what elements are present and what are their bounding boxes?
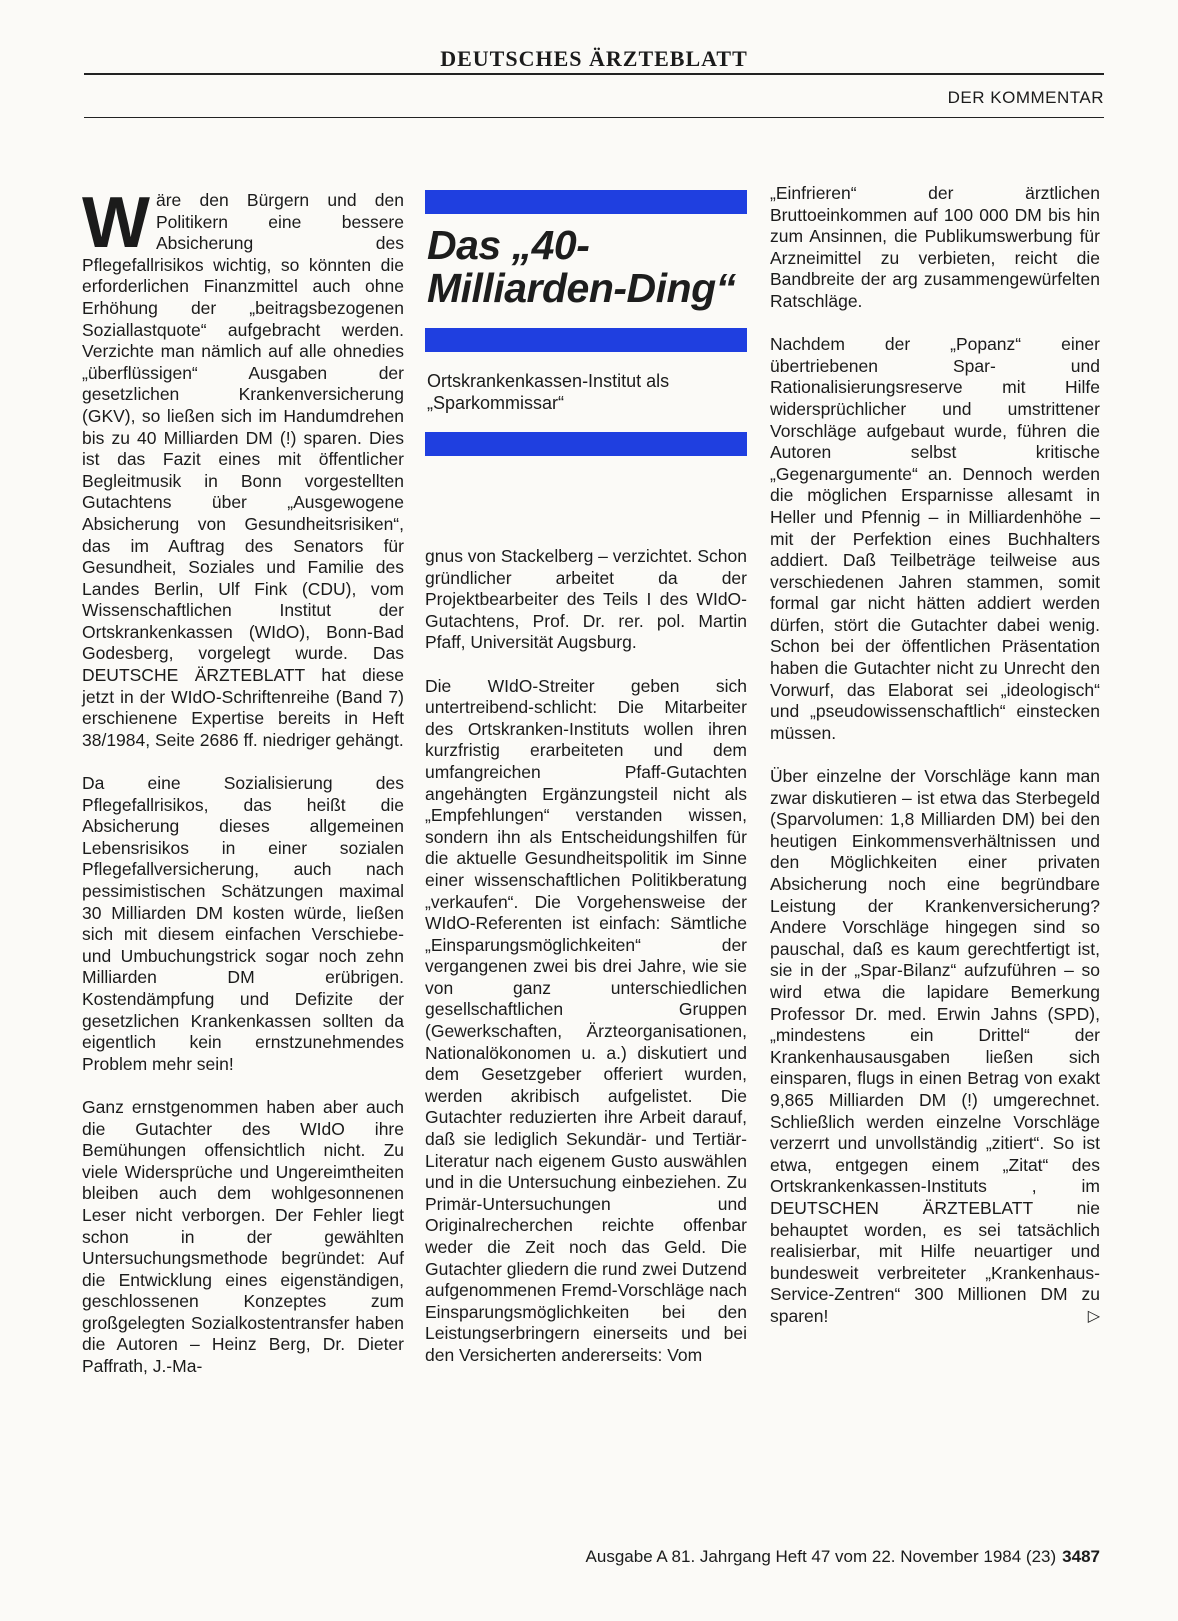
paragraph-text: Über einzelne der Vorschläge kann man zwar diskutieren – ist etwa das Sterbegeld (Sparvolumen: 1,8 Milliarden DM) bei den heutigen Einkommensverhältnissen und den Möglichkeiten einer privaten Absicherung noch eine begründbare Leistung der Krankenversicherung? Andere Vorschläge hingegen sind so pauschal, daß es kaum gerechtfertigt ist, sie in der „Spar-Bilanz“ aufzuführen – so wird etwa die lapidare Bemerkung Professor Dr. med. Erwin Jahns (SPD), „mindestens ein Drittel“ der Krankenhausausgaben ließen sich einsparen, flugs in einen Betrag von exakt 9,865 Milliarden DM (!) umgerechnet. Schließlich werden einzelne Vorschläge verzerrt und unvollständig „zitiert“. So ist etwa, entgegen einem „Zitat“ des Ortskrankenkassen-Instituts , im DEUTSCHEN ÄRZTEBLATT nie behauptet worden, es sei tatsächlich realisierbar, mit Hilfe neuartiger und bundesweit verbreiteter „Krankenhaus-Service-Zentren“ 300 Millionen DM zu sparen! — [770, 766, 1100, 1326]
paragraph: „Einfrieren“ der ärztlichen Bruttoeinkommen auf 100 000 DM bis hin zum Ansinnen, die Publikumswerbung für Arzneimittel zu verbieten, reicht die Bandbreite der arg zusammengewürfelten Ratschläge. — [770, 183, 1100, 311]
accent-bar — [425, 432, 747, 456]
masthead-rule — [84, 73, 1104, 75]
paragraph — [770, 766, 1100, 1327]
section-label: DER KOMMENTAR — [947, 88, 1104, 107]
article-column-2 — [425, 546, 747, 1388]
drop-cap: W — [82, 183, 150, 263]
accent-bar — [425, 328, 747, 352]
section-rule — [84, 117, 1104, 118]
masthead: DEUTSCHES ÄRZTEBLATT — [440, 46, 748, 71]
page-footer — [475, 1547, 1100, 1567]
continue-arrow-icon: ▷ — [1087, 1307, 1100, 1325]
paragraph-text: äre den Bürgern und den Politikern eine bessere Absicherung des Pflegefallrisikos wichtig, so könnten die erforderlichen Finanzmittel auch ohne Erhöhung der „beitragsbezogenen Soziallastquote“ aufgebracht werden. Verzichte man nämlich auf alle ohnedies „überflüssigen“ Ausgaben der gesetzlichen Krankenversicherung (GKV), so ließen sich im Handumdrehen bis zu 40 Milliarden DM (!) sparen. Dies ist das Fazit eines mit öffentlicher Begleitmusik in Bonn vorgestellten Gutachtens über „Ausgewogene Absicherung von Gesundheitsrisiken“, das im Auftrag des Senators für Gesundheit, Soziales und Familie des Landes Berlin, Ulf Fink (CDU), vom Wissenschaftlichen Institut der Ortskrankenkassen (WIdO), Bonn-Bad Godesberg, vorgelegt wurde. Das DEUTSCHE ÄRZTEBLATT hat diese jetzt in der WIdO-Schriftenreihe (Band 7) erschienene Expertise bereits in Heft 38/1984, Seite 2686 ff. niedriger gehängt. — [82, 190, 404, 750]
paragraph: Nachdem der „Popanz“ einer übertriebenen Spar- und Rationalisierungsreserve mit Hilfe widersprüchlicher und umstrittener Vorschläge aufgebaut wurde, führen die Autoren selbst kritische „Gegenargumente“ an. Dennoch werden die möglichen Ersparnisse allesamt in Heller und Pfennig – in Milliardenhöhe – mit der Perfektion eines Buchhalters addiert. Daß Teilbeträge teilweise aus verschiedenen Jahren stammen, somit formal gar nicht hätten addiert werden dürfen, stört die Gutachter dabei wenig. Schon bei der öffentlichen Präsentation haben die Gutachter nicht zu Unrecht den Vorwurf, das Elaborat sei „ideologisch“ und „pseudowissenschaftlich“ einstecken müssen. — [770, 334, 1100, 743]
paragraph: gnus von Stackelberg – verzichtet. Schon gründlicher arbeitet da der Projektbearbeiter des Teils I des WIdO-Gutachtens, Prof. Dr. rer. pol. Martin Pfaff, Universität Augsburg. — [425, 546, 747, 653]
paragraph: Die WIdO-Streiter geben sich untertreibend-schlicht: Die Mitarbeiter des Ortskranken-Instituts wollen ihren kurzfristig erarbeiteten und dem umfangreichen Pfaff-Gutachten angehängten Ergänzungsteil nicht als „Empfehlungen“ verstanden wissen, sondern ihn als Entscheidungshilfen für die aktuelle Gesundheitspolitik im Sinne einer wissenschaftlichen Politikberatung „verkaufen“. Die Vorgehensweise der WIdO-Referenten ist einfach: Sämtliche „Einsparungsmöglichkeiten“ der vergangenen zwei bis drei Jahre, wie sie von ganz unterschiedlichen gesellschaftlichen Gruppen (Gewerkschaften, Ärzteorganisationen, Nationalökonomen u. a.) diskutiert und dem Gesetzgeber offeriert wurden, werden akribisch aufgelistet. Die Gutachter reduzierten ihre Arbeit darauf, daß sie lediglich Sekundär- und Tertiär-Literatur nach eigenem Gusto auswählen und in die Untersuchung einbeziehen. Zu Primär-Untersuchungen und Originalrecherchen reichte offenbar weder die Zeit noch das Geld. Die Gutachter gliedern die rund zwei Dutzend aufgenommenen Fremd-Vorschläge nach Einsparungsmöglichkeiten bei den Leistungserbringern einerseits und bei den Versicherten andererseits: Vom — [425, 675, 747, 1365]
paragraph — [82, 183, 404, 751]
paragraph: Da eine Sozialisierung des Pflegefallrisikos, das heißt die Absicherung dieses allgemeinen Lebensrisikos in einer sozialen Pflegefallversicherung, auch nach pessimistischen Schätzungen maximal 30 Milliarden DM kosten würde, ließen sich mit diesem einfachen Verschiebe- und Umbuchungstrick sogar noch zehn Milliarden DM erübrigen. Kostendämpfung und Defizite der gesetzlichen Krankenkassen sollten da eigentlich kein ernstzunehmendes Problem mehr sein! — [82, 773, 404, 1074]
headline: Das „40-Milliarden-Ding“ — [427, 222, 736, 311]
issue-info: Ausgabe A 81. Jahrgang Heft 47 vom 22. November 1984 (23) — [585, 1547, 1057, 1566]
title-box — [425, 190, 747, 456]
article-column-3 — [770, 183, 1100, 1349]
page-number: 3487 — [1062, 1547, 1100, 1566]
accent-bar — [425, 190, 747, 214]
article-column-1 — [82, 183, 404, 1399]
subtitle: Ortskrankenkassen-Institut als „Sparkommissar“ — [427, 371, 670, 413]
paragraph: Ganz ernstgenommen haben aber auch die Gutachter des WIdO ihre Bemühungen offensichtlich nicht. Zu viele Widersprüche und Ungereimtheiten bleiben auch dem wohlgesonnenen Leser nicht verborgen. Der Fehler liegt schon in der gewählten Untersuchungsmethode begründet: Auf die Entwicklung eines eigenständigen, geschlossenen Konzeptes zum großgelegten Sozialkostentransfer haben die Autoren – Heinz Berg, Dr. Dieter Paffrath, J.-Ma- — [82, 1096, 404, 1377]
